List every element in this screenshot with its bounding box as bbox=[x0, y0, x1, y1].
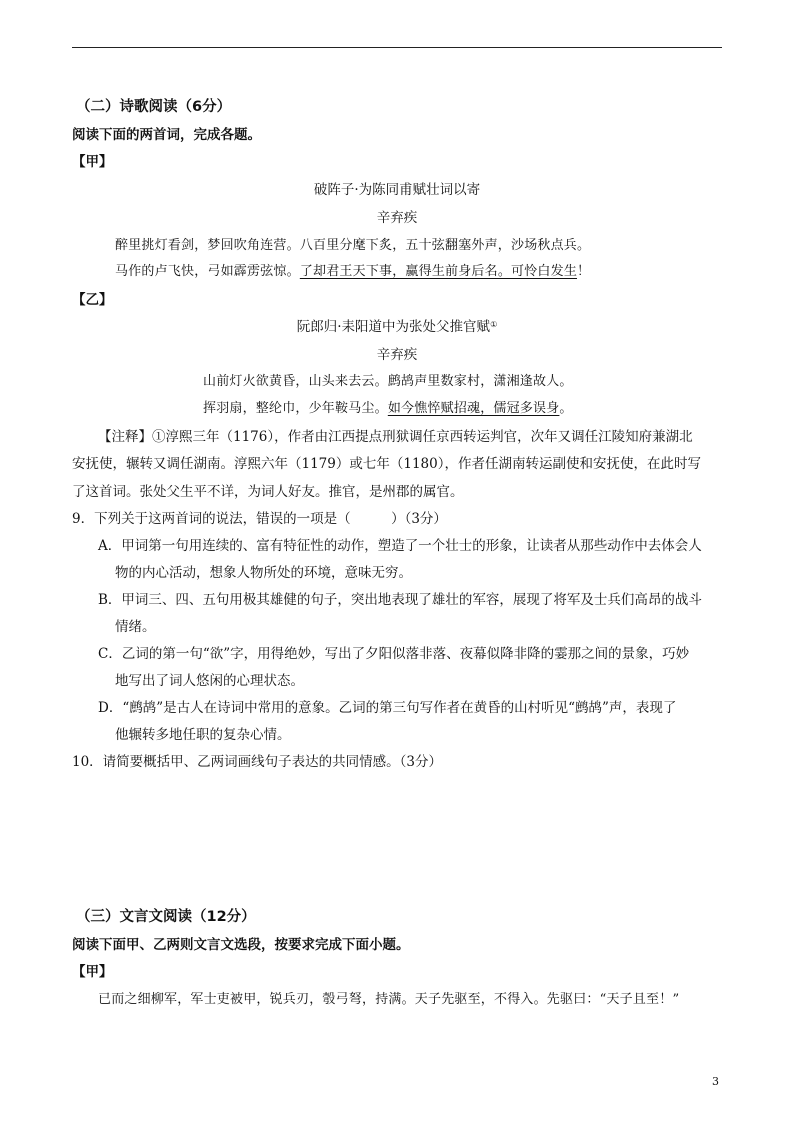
q9-option-d-line2: 他辗转多地任职的复杂心情。 bbox=[115, 727, 291, 743]
poem1-line1: 醉里挑灯看剑，梦回吹角连营。八百里分麾下炙，五十弦翻塞外声，沙场秋点兵。 bbox=[115, 238, 591, 253]
poem2-line2-end: 。 bbox=[559, 401, 573, 416]
page-number: 3 bbox=[712, 1075, 719, 1088]
poem2-author: 辛弃疾 bbox=[376, 347, 418, 363]
poetry-instruction: 阅读下面的两首词，完成各题。 bbox=[72, 127, 261, 143]
q9-option-b-line2: 情绪。 bbox=[115, 619, 156, 635]
poem2-line1: 山前灯火欲黄昏，山头来去云。鹧鸪声里数家村，潇湘逢故人。 bbox=[203, 374, 573, 389]
q9-option-a-line2: 物的内心活动，想象人物所处的环境，意味无穷。 bbox=[115, 565, 412, 581]
question-9-stem: 9．下列关于这两首词的说法，错误的一项是（ ）（3分） bbox=[72, 511, 447, 527]
section-title-classical: （三）文言文阅读（12分） bbox=[76, 909, 256, 925]
note-line1: 【注释】①淳熙三年（1176），作者由江西提点刑狱调任京西转运判官，次年又调任江陵知府兼湖北 bbox=[98, 429, 693, 445]
classical-label-jia: 【甲】 bbox=[72, 964, 113, 980]
poem1-line2-plain: 马作的卢飞快，弓如霹雳弦惊。 bbox=[115, 264, 300, 279]
poem2-line2 bbox=[203, 400, 573, 418]
classical-instruction: 阅读下面甲、乙两则文言文选段，按要求完成下面小题。 bbox=[72, 937, 410, 953]
note-line3: 了这首词。张处父生平不详，为词人好友。推官，是州郡的属官。 bbox=[72, 484, 464, 500]
classical-text-line1: 已而之细柳军，军士吏被甲，锐兵刃，彀弓弩，持满。天子先驱至，不得入。先驱曰：“天子且至！” bbox=[98, 992, 680, 1007]
question-10: 10．请简要概括甲、乙两词画线句子表达的共同情感。（3分） bbox=[72, 754, 443, 770]
poem1-title: 破阵子·为陈同甫赋壮词以寄 bbox=[313, 182, 481, 198]
poem2-title bbox=[0, 318, 794, 336]
header-rule bbox=[72, 47, 722, 48]
q9-option-d-line1: D．“鹧鸪”是古人在诗词中常用的意象。乙词的第三句写作者在黄昏的山村听见“鹧鸪”声，表现了 bbox=[98, 700, 677, 716]
poem1-author: 辛弃疾 bbox=[376, 210, 418, 226]
q9-option-a-line1: A．甲词第一句用连续的、富有特征性的动作，塑造了一个壮士的形象，让读者从那些动作中去体会人 bbox=[98, 538, 702, 554]
poem1-line2 bbox=[115, 263, 590, 281]
section-title-poetry: （二）诗歌阅读（6分） bbox=[76, 99, 232, 115]
poem2-line2-plain: 挥羽扇，整纶巾，少年鞍马尘。 bbox=[203, 401, 388, 416]
poem2-title-text: 阮郎归·耒阳道中为张处父推官赋 bbox=[296, 319, 491, 335]
poem2-underlined-lines: 如今憔悴赋招魂，儒冠多误身 bbox=[387, 401, 560, 416]
q9-option-b-line1: B．甲词三、四、五句用极其雄健的句子，突出地表现了雄壮的军容，展现了将军及士兵们高昂的战斗 bbox=[98, 592, 702, 608]
label-yi: 【乙】 bbox=[72, 292, 113, 308]
poem1-underlined-lines: 了却君王天下事，赢得生前身后名。可怜白发生 bbox=[299, 264, 578, 279]
label-jia: 【甲】 bbox=[72, 154, 113, 170]
poem1-line2-end: ！ bbox=[577, 264, 591, 279]
footnote-marker: ① bbox=[490, 320, 498, 329]
note-line2: 安抚使，辗转又调任湖南。淳熙六年（1179）或七年（1180），作者任湖南转运副使和安抚使，在此时写 bbox=[72, 456, 701, 472]
q9-option-c-line1: C．乙词的第一句“欲”字，用得绝妙，写出了夕阳似落非落、夜幕似降非降的霎那之间的景象，巧妙 bbox=[98, 646, 690, 662]
q9-option-c-line2: 地写出了词人悠闲的心理状态。 bbox=[115, 673, 304, 689]
